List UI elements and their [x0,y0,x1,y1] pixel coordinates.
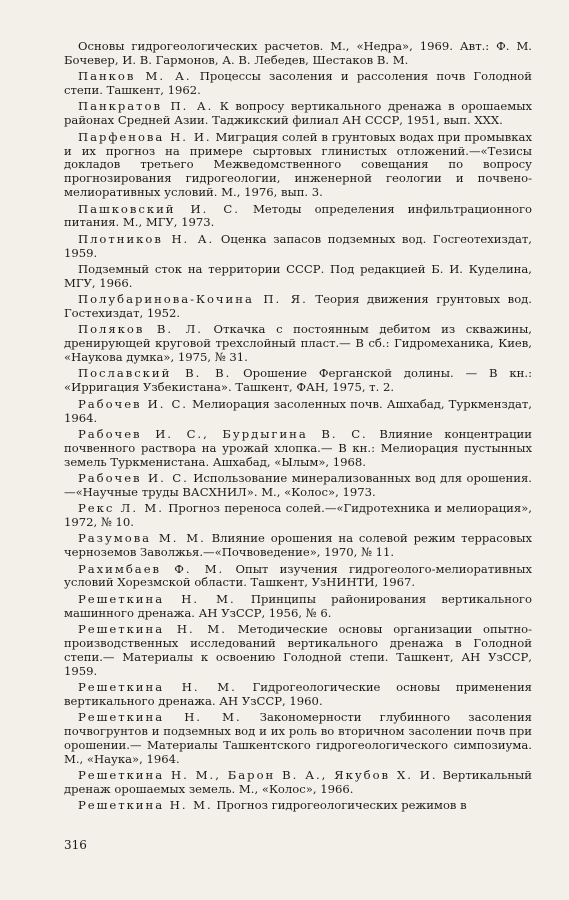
entry-text: Влияние концентрации почвенного раствора на урожай хлопка.— В кн.: Мелиорация пустынных земель Туркменистана. Ашхабад, «Ылым», 1968. [64,426,532,469]
entry-text: Орошение Ферганской долины. — В кн.: «Ирригация Узбекистана». Ташкент, ФАН, 1975, т. 2. [64,366,532,395]
bibliography-entry [64,398,532,426]
bibliography-list [64,40,532,816]
bibliography-entry [64,711,532,767]
bibliography-entry [64,472,532,500]
entry-author: Пашковский И. С. [78,201,240,216]
entry-author: Решеткина Н. М. [78,621,227,636]
entry-text: Основы гидрогеологических расчетов. М., «Недра», 1969. Авт.: Ф. М. Бочевер, И. В. Гармонов, А. В. Лебедев, Шестаков В. М. [64,39,532,67]
entry-author: Решеткина Н. М., Барон В. А., Якубов Х. И. [78,768,438,783]
bibliography-entry [64,367,532,395]
entry-author: Рекс Л. М. [78,501,164,516]
entry-text: Влияние орошения на солевой режим террасовых черноземов Заволжья.—«Почвоведение», 1970, № 11. [64,531,532,560]
bibliography-entry [64,563,532,591]
entry-author: Парфенова Н. И. [78,129,212,144]
bibliography-entry [64,131,532,201]
entry-author: Плотников Н. А. [78,231,215,246]
entry-author: Рабочев И. С. [78,396,188,411]
entry-text: Прогноз гидрогеологических режимов в [212,798,467,813]
entry-author: Пославский В. В. [78,366,232,381]
bibliography-entry [64,263,532,291]
entry-author: Разумова М. М. [78,531,206,546]
bibliography-entry [64,623,532,679]
entry-text: Гидрогеологические основы применения вертикального дренажа. АН УзССР, 1960. [64,680,532,708]
bibliography-entry [64,681,532,709]
entry-author: Поляков В. Л. [78,322,203,337]
entry-text: Процессы засоления и рассоления почв Голодной степи. Ташкент, 1962. [64,69,533,98]
bibliography-entry [64,40,532,68]
entry-author: Рабочев И. С., Бурдыгина В. С. [78,426,368,441]
bibliography-entry [64,428,532,470]
bibliography-entry [64,593,532,621]
entry-author: Решеткина Н. М. [78,680,237,694]
bibliography-entry [64,532,532,560]
entry-text: Методические основы организации опытно-производственных исследований вертикального дренажа в Голодной степи.— Материалы к освоению Голодной степи. Ташкент, АН УзССР, 1959. [64,621,533,678]
bibliography-entry [64,293,532,321]
entry-author: Панков М. А. [78,69,192,84]
entry-author: Решеткина Н. М. [78,591,236,606]
entry-text: Подземный сток на территории СССР. Под редакцией Б. И. Куделина, МГУ, 1966. [64,261,532,290]
entry-text: Методы определения инфильтрационного питания. М., МГУ, 1973. [64,201,532,230]
bibliography-entry [64,233,532,261]
bibliography-entry [64,502,532,530]
entry-text: Закономерности глубинного засоления почвогрунтов и подземных вод и их роль во вторичном засолении почв при орошении.— Материалы Ташкентского гидрогеологического симпозиума. М., «Наука», 1964. [64,710,532,766]
entry-text: Откачка с постоянным дебитом из скважины, дренирующей круговой трехслойный пласт.— В сб.: Гидромеханика, Киев, «Наукова думка», 1975, № 31. [64,322,532,365]
entry-text: Мелиорация засоленных почв. Ашхабад, Туркменздат, 1964. [64,396,532,425]
bibliography-entry [64,70,532,98]
page-number: 316 [64,838,87,852]
entry-author: Панкратов П. А. [78,99,214,114]
bibliography-entry [64,203,532,231]
bibliography-entry [64,799,532,813]
entry-text: Оценка запасов подземных вод. Госгеотехиздат, 1959. [64,231,532,260]
entry-text: Использование минерализованных вод для орошения.—«Научные труды ВАСХНИЛ». М., «Колос», 1973. [64,470,532,499]
entry-text: К вопросу вертикального дренажа в орошаемых районах Средней Азии. Таджикский филиал АН СССР, 1951, вып. XXX. [64,99,532,128]
entry-author: Решеткина Н. М. [78,798,213,813]
entry-text: Прогноз переноса солей.—«Гидротехника и мелиорация», 1972, № 10. [64,501,532,530]
entry-author: Рабочев И. С. [78,470,189,485]
entry-text: Вертикальный дренаж орошаемых земель. М., «Колос», 1966. [64,768,532,797]
entry-author: Полубаринова-Кочина П. Я. [78,292,308,307]
entry-text: Опыт изучения гидрогеолого-мелиоративных условий Хорезмской области. Ташкент, УзНИНТИ, 1967. [64,561,533,590]
entry-text: Теория движения грунтовых вод. Гостехиздат, 1952. [64,292,532,321]
entry-text: Принципы районирования вертикального машинного дренажа. АН УзССР, 1956, № 6. [64,591,532,620]
entry-text: Миграция солей в грунтовых водах при промывках и их прогноз на примере сыртовых глинистых отложений.—«Тезисы докладов третьего Межведомственного совещания по вопросу прогнозирования гидрогеологии, инженерной геологии и почвено-мелиоративных условий. М., 1976, вып. 3. [64,129,532,200]
bibliography-entry [64,100,532,128]
entry-author: Решеткина Н. М. [78,710,242,725]
bibliography-entry [64,323,532,365]
bibliography-entry [64,769,532,797]
entry-author: Рахимбаев Ф. М. [78,561,225,576]
